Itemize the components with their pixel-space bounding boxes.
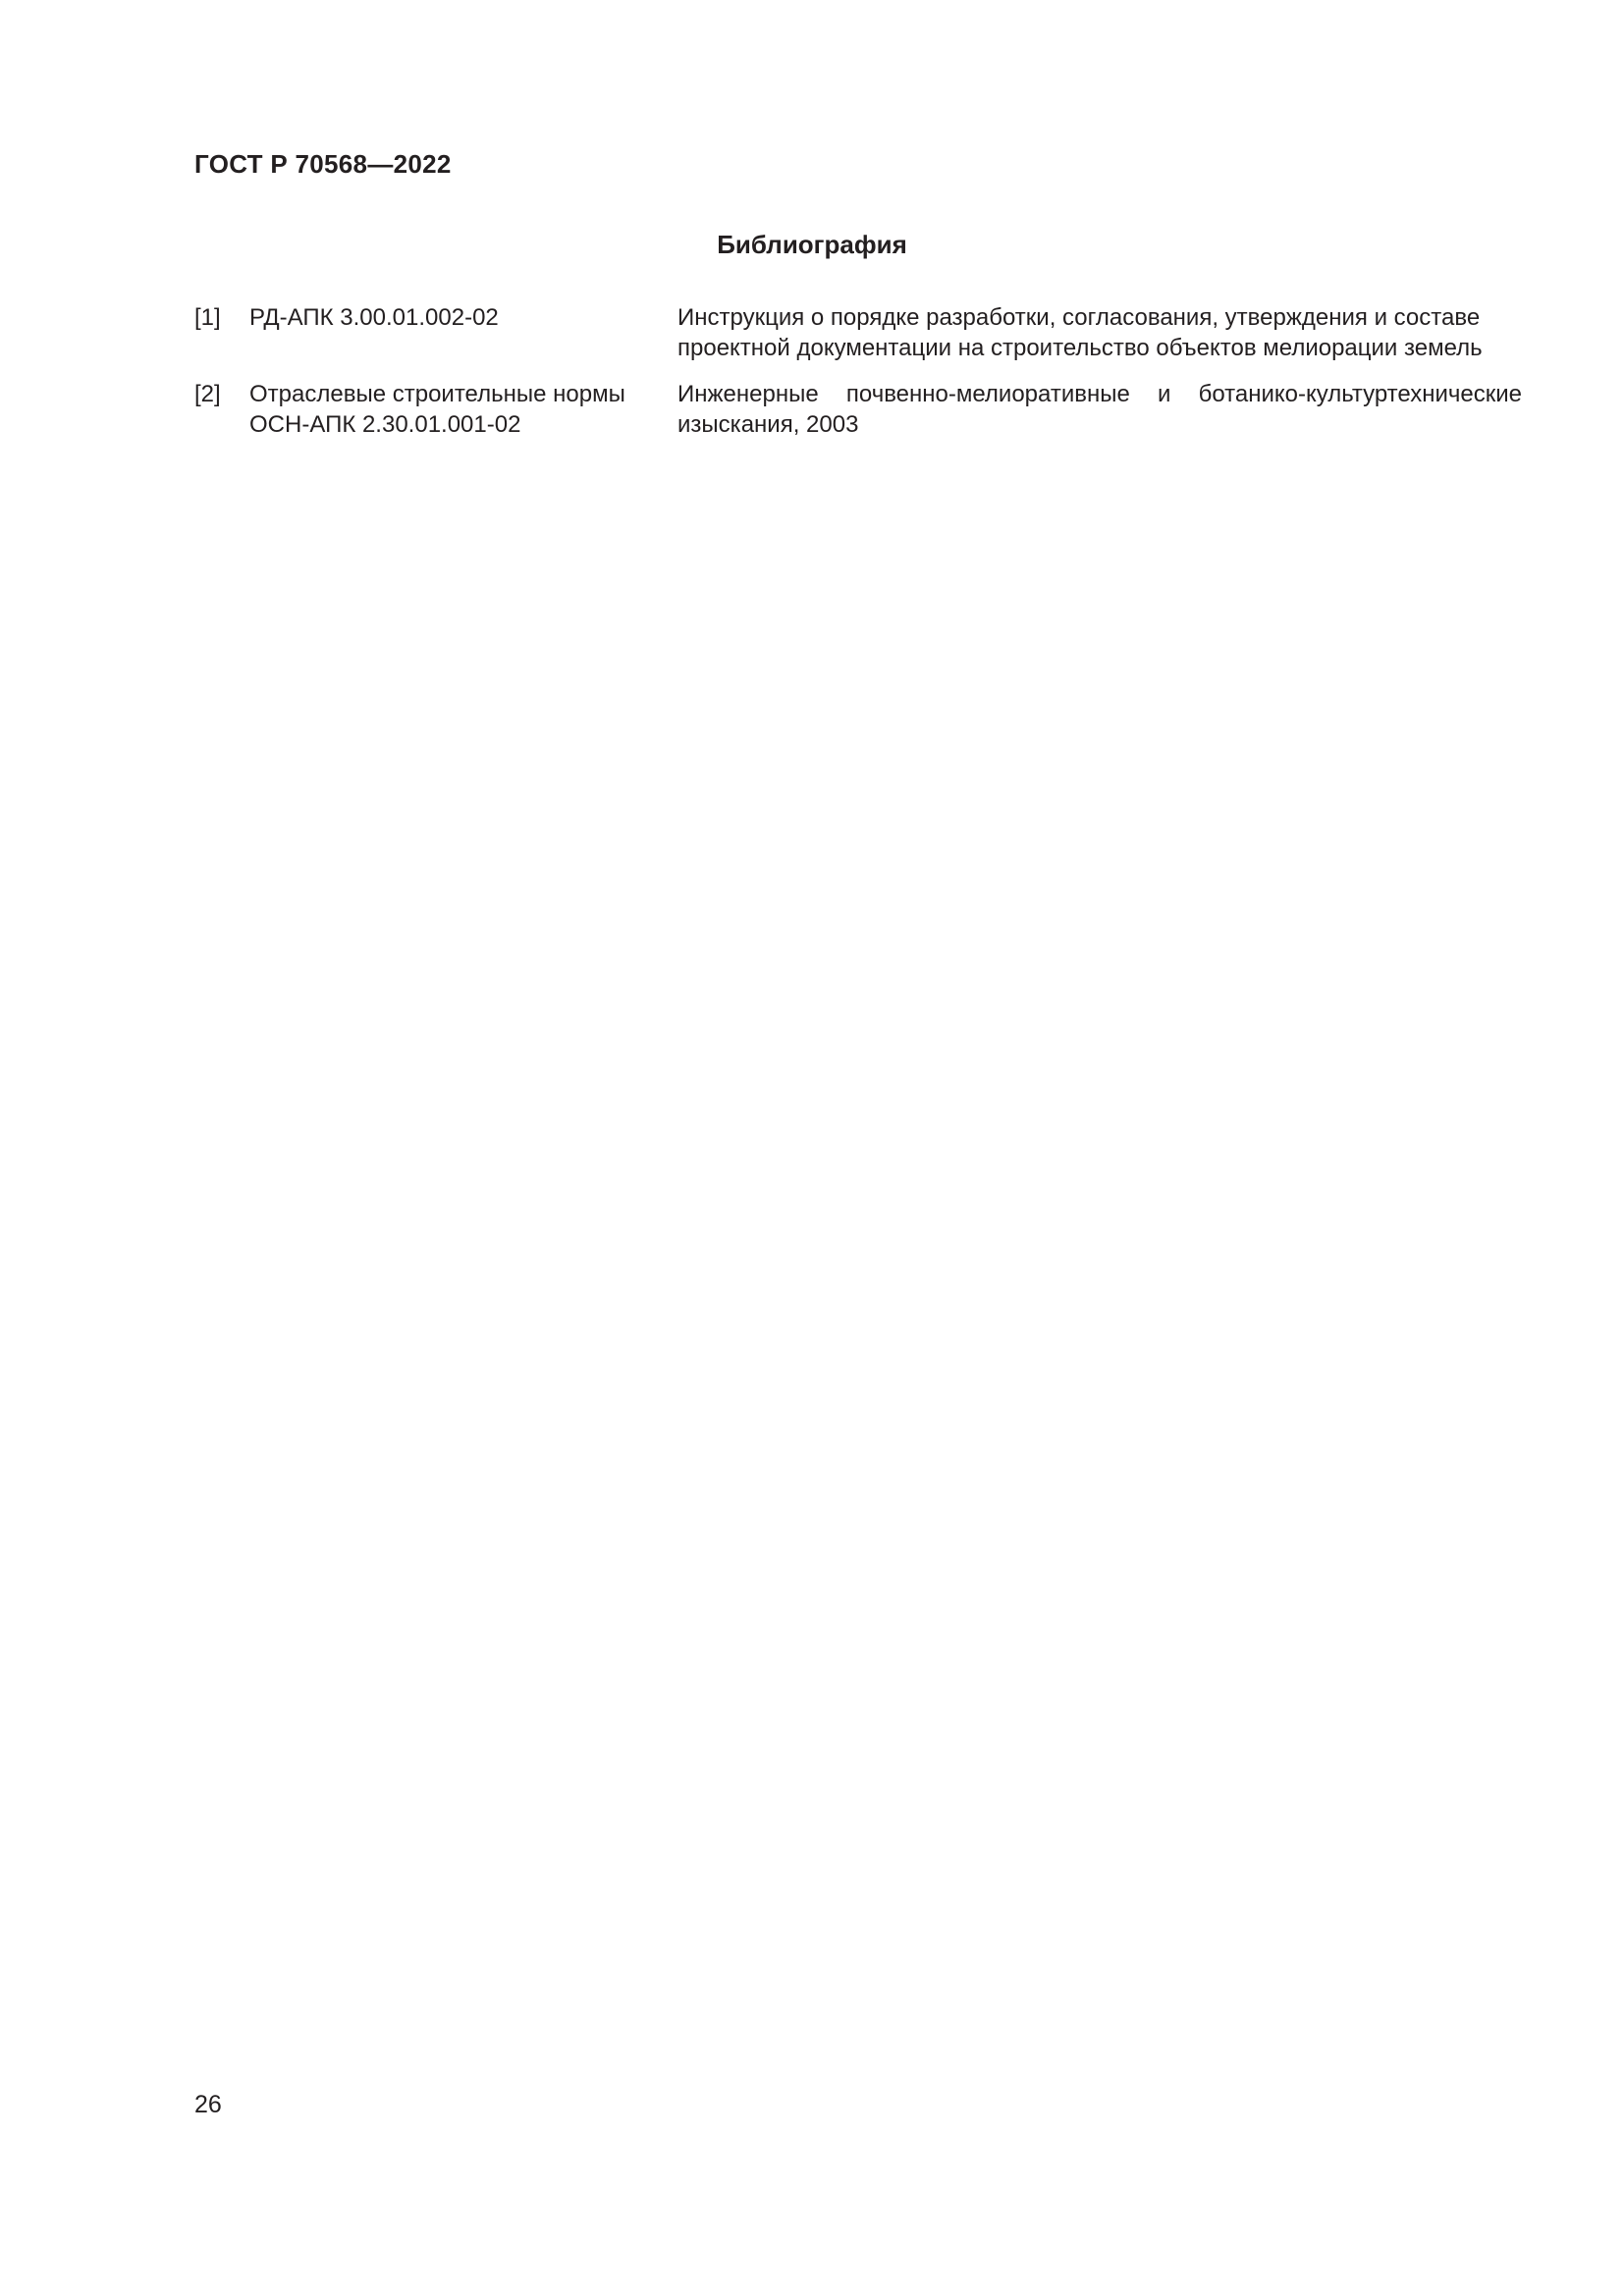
entry-description	[677, 302, 1522, 363]
entry-reference-line: Отраслевые строительные нормы	[249, 381, 625, 407]
entry-reference	[249, 302, 677, 333]
entry-reference-line: ОСН-АПК 2.30.01.001-02	[249, 411, 521, 438]
entry-reference-line: РД-АПК 3.00.01.002-02	[249, 304, 499, 331]
document-code: ГОСТ Р 70568—2022	[194, 149, 452, 179]
section-title: Библиография	[717, 230, 907, 259]
entry-description-line: Инструкция о порядке разработки, согласования, утверждения и составе	[677, 304, 1481, 331]
entry-number: [2]	[194, 381, 221, 407]
entry-number: [1]	[194, 304, 221, 331]
entry-reference	[249, 379, 677, 440]
bibliography-list	[194, 302, 1522, 455]
bibliography-entry	[194, 379, 1522, 440]
entry-description-line: изыскания, 2003	[677, 411, 859, 438]
bibliography-entry	[194, 302, 1522, 363]
page-number: 26	[194, 2091, 222, 2118]
entry-description-line: Инженерные почвенно-мелиоративные и ботанико-культуртехнические	[677, 381, 1522, 407]
entry-description-line: проектной документации на строительство объектов мелиорации земель	[677, 335, 1483, 361]
entry-description	[677, 379, 1522, 440]
